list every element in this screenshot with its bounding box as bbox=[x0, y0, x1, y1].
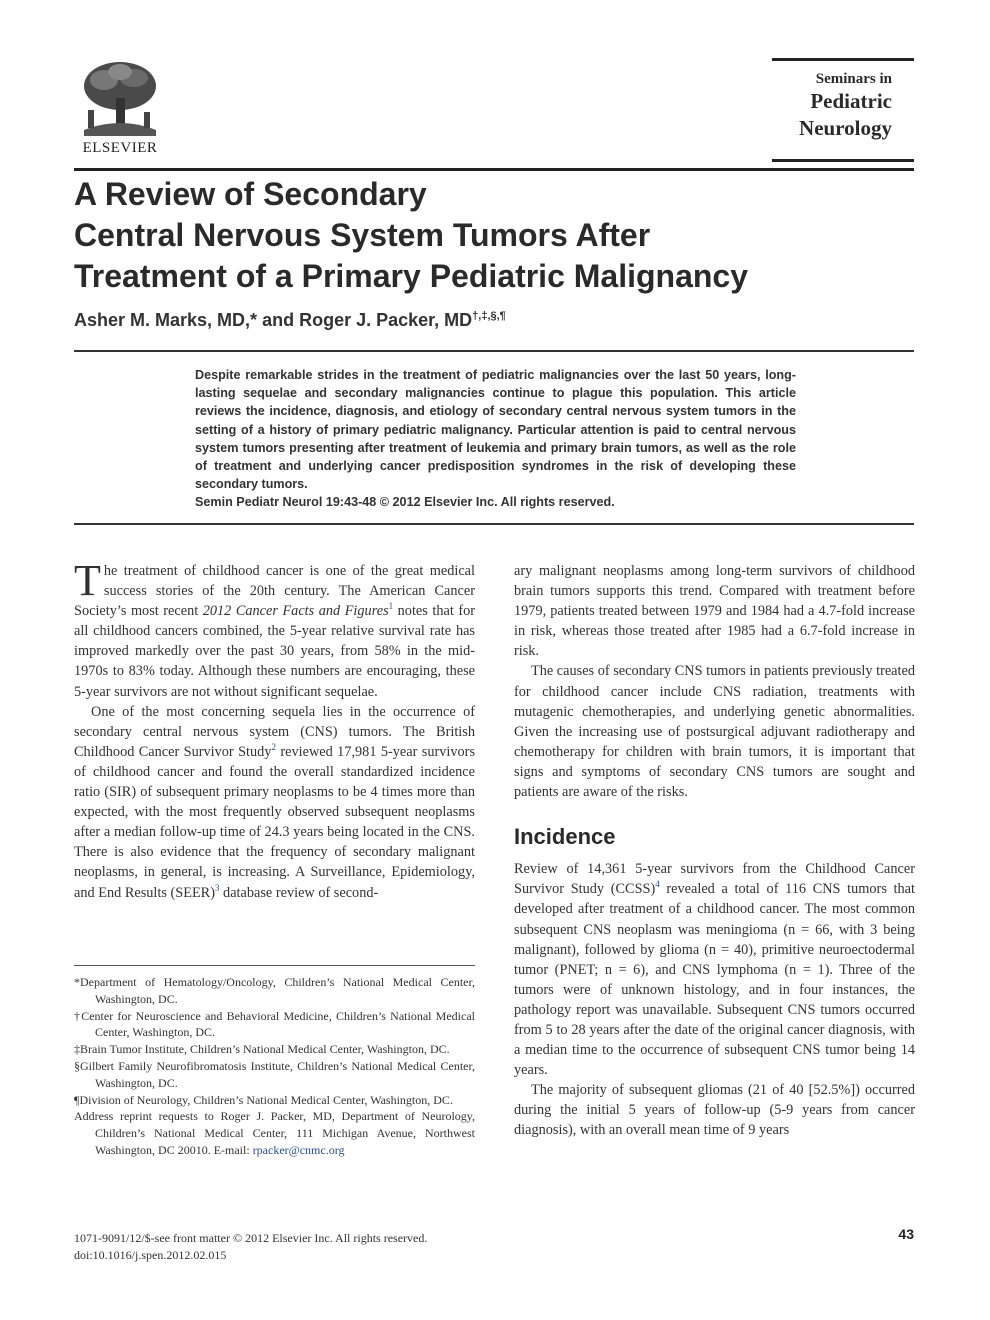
article-title bbox=[74, 174, 854, 297]
paragraph: The majority of subsequent gliomas (21 of 40 [52.5%]) occurred during the initial 5 years of follow-up (5-9 years from cancer diagnosis), with an overall mean time of 9 years bbox=[514, 1082, 915, 1139]
issn-line: 1071-9091/12/$-see front matter © 2012 Elsevier Inc. All rights reserved. bbox=[74, 1231, 428, 1245]
paragraph: ary malignant neoplasms among long-term survivors of childhood brain tumors supports this trend. Compared with treatment before 1979, patients treated between 1979 and 1984 had a 4.7-fold increase in risk, whereas those treated after 1985 had a 6.7-fold increase in risk. bbox=[514, 563, 915, 660]
affiliation-footnote: *Department of Hematology/Oncology, Children’s National Medical Center, Washington, DC. bbox=[74, 975, 475, 1006]
paragraph: Review of 14,361 5-year survivors from the Childhood Cancer Survivor Study (CCSS)$^4$ revealed a total of 116 CNS tumors that developed after treatment of a childhood cancer. The most common subsequent CNS neoplasm was meningioma (n = 66, with 3 being malignant), followed by glioma (n = 40), primitive neuroectodermal tumor (PNET; n = 6), and CNS lymphoma (n = 1). Three of the tumors were of unknown histology, and in four instances, the pathology report was unavailable. Subsequent CNS tumors occurred from 5 to 28 years after the date of the original cancer diagnosis, with a median time to the occurrence of subsequent CNS tumor being 14 years. bbox=[514, 861, 915, 1079]
reference-link[interactable]: 3 bbox=[214, 882, 220, 893]
title-line-3: Treatment of a Primary Pediatric Malignancy bbox=[74, 258, 749, 294]
cited-publication: 2012 Cancer Facts and Figures bbox=[202, 603, 389, 620]
journal-series: Seminars in bbox=[815, 71, 892, 87]
abstract-citation: Semin Pediatr Neurol 19:43-48 © 2012 Elsevier Inc. All rights reserved. bbox=[195, 495, 615, 510]
affiliation-footnote: †Center for Neuroscience and Behavioral Medicine, Children’s National Medical Center, Washington, DC. bbox=[74, 1008, 475, 1040]
elsevier-tree-logo-icon bbox=[74, 58, 166, 138]
reference-link[interactable]: 4 bbox=[655, 879, 660, 890]
affiliations bbox=[74, 974, 475, 1159]
title-line-2: Central Nervous System Tumors After bbox=[74, 217, 651, 253]
paragraph: One of the most concerning sequela lies in the occurrence of secondary central nervous system (CNS) tumors. The British Childhood Cancer Survivor Study$^2$ reviewed 17,981 5-year survivors of childhood cancer and found the overall standardized incidence ratio (SIR) of subsequent primary neoplasms to be 4 times more than expected, with the most frequently observed subsequent neoplasms after a median follow-up time of 24.3 years being located in the CNS. There is also evidence that the frequency of secondary malignant neoplasms, in general, is increasing. A Surveillance, Epidemiology, and End Results (SEER)$^3$ database review of second- bbox=[74, 703, 476, 901]
affiliation-footnote: §Gilbert Family Neurofibromatosis Institute, Children’s National Medical Center, Washington, DC. bbox=[74, 1058, 475, 1090]
header-rule bbox=[74, 168, 914, 171]
author-2-affiliation-marks: †,‡,§,¶ bbox=[472, 310, 506, 322]
copyright-footer bbox=[74, 1230, 427, 1264]
reference-link[interactable]: 1 bbox=[388, 601, 394, 612]
section-heading-incidence: Incidence bbox=[514, 824, 616, 850]
author-2: and Roger J. Packer, MD bbox=[262, 310, 473, 330]
journal-masthead bbox=[772, 58, 914, 162]
author-1: Asher M. Marks, MD,* bbox=[74, 310, 258, 330]
reference-link[interactable]: 2 bbox=[271, 742, 276, 753]
page-number: 43 bbox=[898, 1226, 914, 1242]
abstract-bottom-rule bbox=[74, 523, 914, 525]
journal-name-line2: Neurology bbox=[799, 116, 892, 140]
journal-name-line1: Pediatric bbox=[810, 89, 892, 113]
drop-cap: T bbox=[74, 556, 101, 605]
email-link[interactable]: rpacker@cnmc.org bbox=[252, 1142, 345, 1157]
body-column-right bbox=[514, 561, 915, 1141]
doi-line: doi:10.1016/j.spen.2012.02.015 bbox=[74, 1248, 227, 1262]
body-column-left bbox=[74, 556, 476, 903]
publisher-name: ELSEVIER bbox=[82, 140, 158, 156]
title-line-1: A Review of Secondary bbox=[74, 176, 427, 212]
affiliation-footnote: ‡Brain Tumor Institute, Children’s National Medical Center, Washington, DC. bbox=[74, 1042, 450, 1057]
reprint-request: Address reprint requests to Roger J. Packer, MD, Department of Neurology, Children’s National Medical Center, 111 Michigan Avenue, Northwest Washington, DC 20010. E-mail: rpacker@cnmc.org bbox=[74, 1109, 475, 1157]
paragraph: The causes of secondary CNS tumors in patients previously treated for childhood cancer include CNS radiation, treatments with mutagenic chemotherapies, and underlying genetic abnormalities. Given the increasing use of postsurgical adjuvant radiotherapy and chemotherapy for children with brain tumors, it is important that signs and symptoms of secondary CNS tumors are sought and patients are aware of the risks. bbox=[514, 663, 915, 801]
affiliation-footnote: ¶Division of Neurology, Children’s National Medical Center, Washington, DC. bbox=[74, 1092, 453, 1107]
abstract-text: Despite remarkable strides in the treatment of pediatric malignancies over the last 50 years, long-lasting sequelae and secondary malignancies continue to plague this population. This article reviews the incidence, diagnosis, and etiology of secondary central nervous system tumors in the setting of a history of primary pediatric malignancy. Particular attention is paid to central nervous system tumors presenting after treatment of leukemia and primary brain tumors, as well as the role of treatment and underlying cancer predisposition syndromes in the risk of developing these secondary tumors. bbox=[195, 368, 796, 492]
footnote-rule bbox=[74, 965, 475, 966]
paragraph: The treatment of childhood cancer is one of the great medical success stories of the 20th century. The American Cancer Society’s most recent 2012 Cancer Facts and Figures$^1$ notes that for all childhood cancers combined, the 5-year relative survival rate has improved markedly over the past 30 years, from 58% in the mid-1970s to 83% today. Although these numbers are encouraging, these 5-year survivors are not without significant sequelae. bbox=[74, 556, 475, 700]
abstract bbox=[195, 366, 796, 512]
abstract-top-rule bbox=[74, 350, 914, 352]
elsevier-logo bbox=[74, 58, 166, 158]
author-line bbox=[74, 310, 506, 331]
